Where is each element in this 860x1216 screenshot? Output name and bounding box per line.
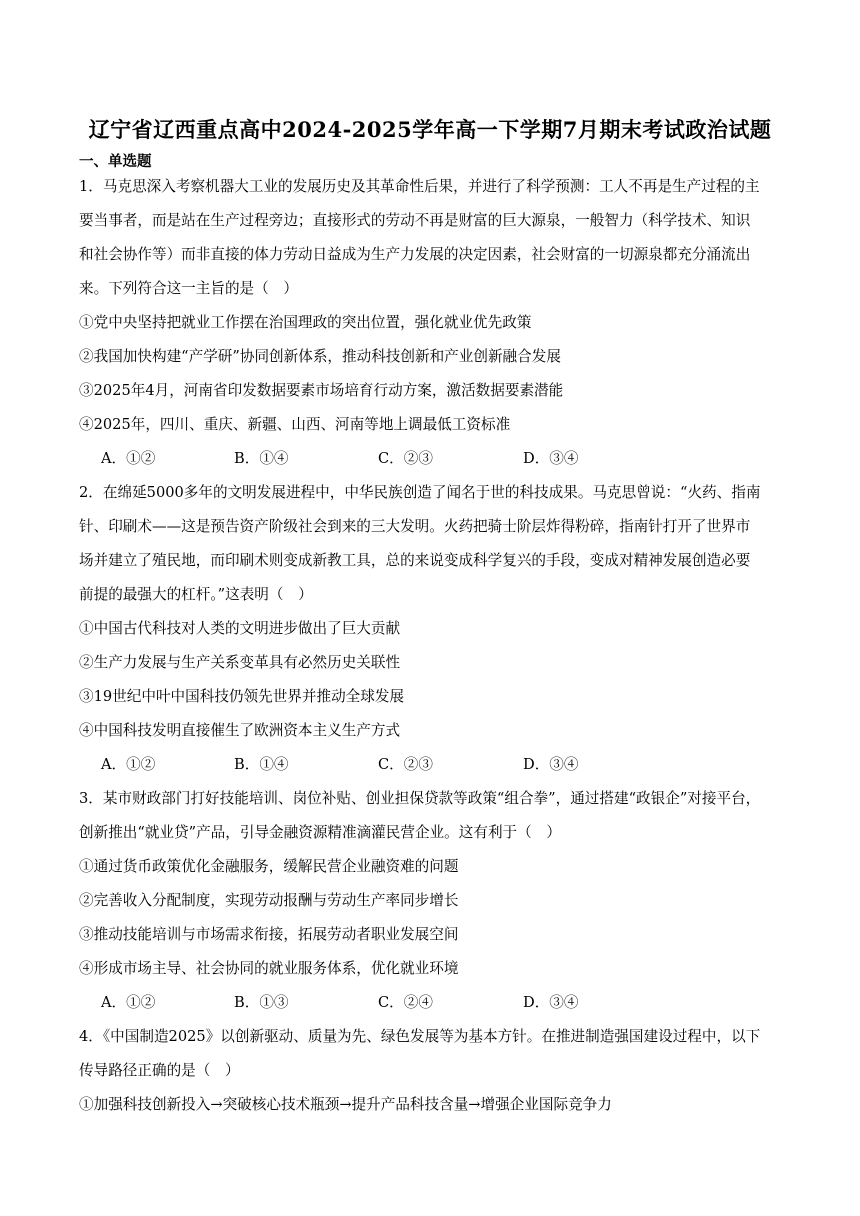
option-d: D．③④ [523, 756, 579, 773]
question-1-stem-line: 1．马克思深入考察机器大工业的发展历史及其革命性后果，并进行了科学预测：工人不再是生产过程的主 [79, 178, 760, 195]
question-4-item: ①加强科技创新投入→突破核心技术瓶颈→提升产品科技含量→增强企业国际竞争力 [79, 1096, 612, 1113]
exam-title: 辽宁省辽西重点高中2024-2025学年高一下学期7月期末考试政治试题 [88, 117, 772, 142]
section-heading: 一、单选题 [79, 153, 152, 170]
question-2-stem-line: 场并建立了殖民地，而印刷术则变成新教工具，总的来说变成科学复兴的手段，变成对精神发展创造必要 [79, 552, 751, 569]
option-c: C．②③ [378, 756, 433, 773]
option-b: B．①④ [234, 756, 289, 773]
question-3-item: ①通过货币政策优化金融服务，缓解民营企业融资难的问题 [79, 858, 459, 875]
question-4-stem-line: 传导路径正确的是（ ） [79, 1062, 240, 1079]
question-1-item: ①党中央坚持把就业工作摆在治国理政的突出位置，强化就业优先政策 [79, 314, 532, 331]
question-2-stem-line: 前提的最强大的杠杆。”这表明（ ） [79, 586, 313, 603]
question-2-item: ②生产力发展与生产关系变革具有必然历史关联性 [79, 654, 401, 671]
question-1-item: ②我国加快构建“产学研”协同创新体系，推动科技创新和产业创新融合发展 [79, 348, 561, 365]
question-3-stem-line: 3．某市财政部门打好技能培训、岗位补贴、创业担保贷款等政策“组合拳”，通过搭建“政银企”对接平台， [79, 790, 761, 807]
option-b: B．①④ [234, 450, 289, 467]
option-c: C．②④ [378, 994, 433, 1011]
option-a: A．①② [101, 450, 156, 467]
question-2-item: ③19世纪中叶中国科技仍领先世界并推动全球发展 [79, 688, 405, 705]
question-4-stem-line: 4．《中国制造2025》以创新驱动、质量为先、绿色发展等为基本方针。在推进制造强国建设过程中，以下 [79, 1028, 761, 1045]
question-3-item: ②完善收入分配制度，实现劳动报酬与劳动生产率同步增长 [79, 892, 459, 909]
question-3-item: ③推动技能培训与市场需求衔接，拓展劳动者职业发展空间 [79, 926, 459, 943]
option-a: A．①② [101, 756, 156, 773]
question-3-item: ④形成市场主导、社会协同的就业服务体系，优化就业环境 [79, 960, 459, 977]
option-d: D．③④ [523, 994, 579, 1011]
question-1-stem-line: 要当事者，而是站在生产过程旁边；直接形式的劳动不再是财富的巨大源泉，一般智力（科学技术、知识 [79, 212, 751, 229]
question-2-item: ④中国科技发明直接催生了欧洲资本主义生产方式 [79, 722, 401, 739]
question-3-options [101, 993, 701, 1013]
question-1-stem-line: 来。下列符合这一主旨的是（ ） [79, 280, 298, 297]
option-b: B．①③ [234, 994, 289, 1011]
question-1-item: ③2025年4月，河南省印发数据要素市场培育行动方案，激活数据要素潜能 [79, 382, 564, 399]
question-2-item: ①中国古代科技对人类的文明进步做出了巨大贡献 [79, 620, 401, 637]
question-1-options [101, 449, 701, 469]
question-2-stem-line: 2．在绵延5000多年的文明发展进程中，中华民族创造了闻名于世的科技成果。马克思曾说：“火药、指南 [79, 484, 761, 501]
question-1-item: ④2025年，四川、重庆、新疆、山西、河南等地上调最低工资标准 [79, 416, 511, 433]
option-c: C．②③ [378, 450, 433, 467]
question-3-stem-line: 创新推出“就业贷”产品，引导金融资源精准滴灌民营企业。这有利于（ ） [79, 824, 561, 841]
option-a: A．①② [101, 994, 156, 1011]
question-2-options [101, 755, 701, 775]
question-2-stem-line: 针、印刷术——这是预告资产阶级社会到来的三大发明。火药把骑士阶层炸得粉碎，指南针打开了世界市 [79, 518, 751, 535]
question-1-stem-line: 和社会协作等）而非直接的体力劳动日益成为生产力发展的决定因素，社会财富的一切源泉都充分涌流出 [79, 246, 751, 263]
option-d: D．③④ [523, 450, 579, 467]
